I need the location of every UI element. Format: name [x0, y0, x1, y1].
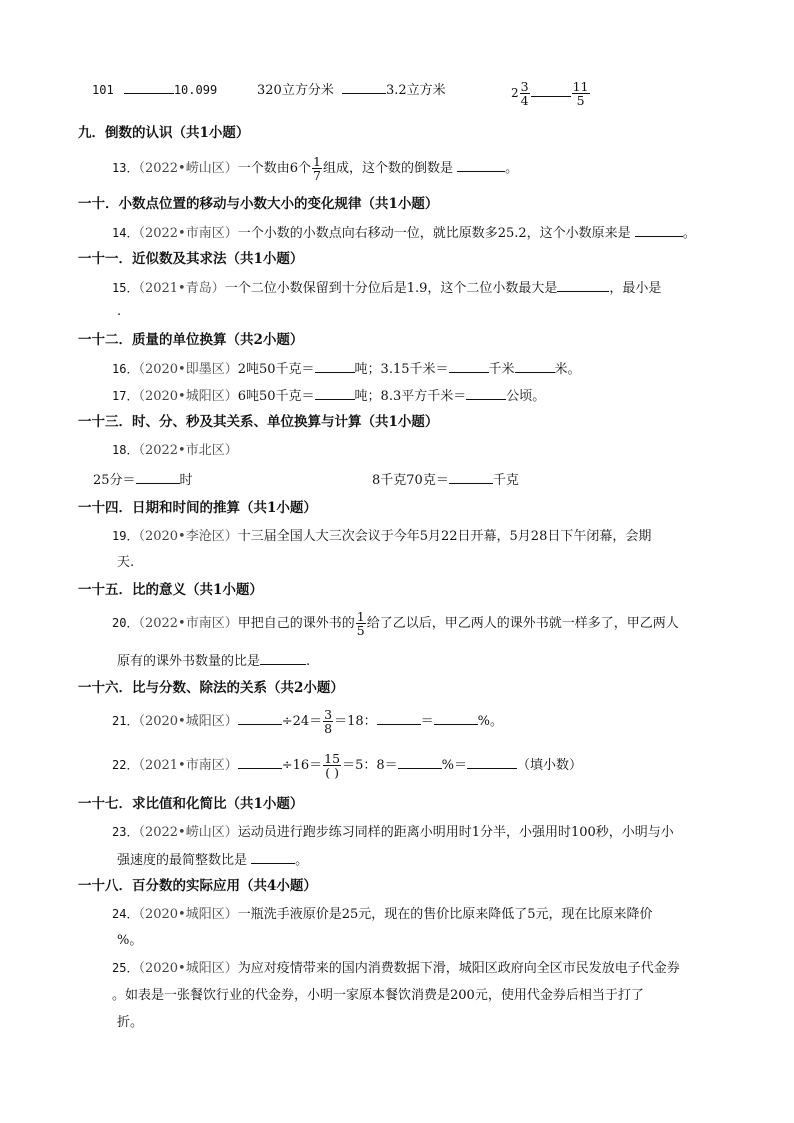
question-15-end: . — [117, 304, 122, 319]
compare-row — [92, 79, 217, 101]
answer-blank[interactable] — [342, 79, 386, 94]
fraction: $\frac{1}{5}$ — [356, 609, 365, 638]
answer-blank[interactable] — [557, 277, 609, 292]
question-24-end: %。 — [117, 933, 143, 948]
compare-b — [257, 79, 446, 101]
section-heading: 一十三．时、分、秒及其关系、单位换算与计算（共1小题） — [78, 414, 439, 430]
answer-blank[interactable] — [635, 222, 683, 237]
section-heading: 一十四．日期和时间的推算（共1小题） — [78, 500, 317, 516]
answer-blank[interactable] — [449, 469, 493, 484]
fraction: $\frac{15}{( )}$ — [324, 751, 341, 780]
question-15: 15．（2021•青岛）一个二位小数保留到十分位后是1.9，这个二位小数最大是 ，最小是 — [112, 277, 661, 299]
answer-blank[interactable] — [136, 469, 180, 484]
question-25-cont: 。如表是一张餐饮行业的代金券，小明一家原本餐饮消费是200元，使用代金券后相当于打了 — [112, 988, 644, 1003]
section-heading: 一十．小数点位置的移动与小数大小的变化规律（共1小题） — [78, 196, 439, 212]
question-17: 17．（2020•城阳区）6吨50千克＝ 吨；8.3平方千米＝ 公顷。 — [112, 385, 545, 407]
question-19: 19．（2020•李沧区）十三届全国人大三次会议于今年5月22日开幕，5月28日下午闭幕，会期 — [112, 529, 652, 544]
answer-blank[interactable] — [398, 754, 442, 769]
question-20: 20．（2022•市南区）甲把自己的课外书的 $\frac{1}{5}$ 给了乙以后，甲乙两人的课外书就一样多了，甲乙两人 — [112, 609, 679, 638]
compare-b-left: 320立方分米 — [257, 83, 334, 98]
question-20-cont: 原有的课外书数量的比是 . — [117, 650, 310, 672]
answer-blank[interactable] — [124, 79, 174, 94]
section-heading: 九．倒数的认识（共1小题） — [78, 125, 250, 141]
question-16: 16．（2020•即墨区）2吨50千克＝ 吨；3.15千米＝ 千米 米。 — [112, 358, 581, 380]
compare-a-right: 10.099 — [173, 83, 218, 97]
question-25-end: 折。 — [117, 1015, 144, 1030]
compare-c — [511, 76, 591, 111]
answer-blank[interactable] — [251, 849, 295, 864]
answer-blank[interactable] — [449, 358, 489, 373]
answer-blank[interactable] — [238, 754, 282, 769]
question-13: 13．（2022•崂山区）一个数由6个 $\frac{1}{7}$ 组成，这个数的倒数是 。 — [112, 154, 519, 183]
question-24: 24．（2020•城阳区）一瓶洗手液原价是25元，现在的售价比原来降低了5元，现在比原来降价 — [112, 907, 653, 922]
fraction: $\frac{3}{8}$ — [324, 707, 333, 736]
question-22: 22．（2021•市南区） ÷16＝ $\frac{15}{( )}$ ＝5：8＝ %＝ （填小数） — [112, 751, 582, 780]
question-14: 14．（2022•市南区）一个小数的小数点向右移动一位，就比原数多25.2，这个小数原来是 。 — [112, 222, 696, 244]
answer-blank[interactable] — [466, 385, 506, 400]
answer-blank[interactable] — [238, 710, 282, 725]
answer-blank[interactable] — [531, 82, 571, 97]
fraction: $\frac{3}{4}$ — [520, 78, 529, 108]
section-heading: 一十八．百分数的实际应用（共4小题） — [78, 878, 317, 894]
compare-a-left: 101 — [92, 83, 114, 97]
question-25: 25．（2020•城阳区）为应对疫情带来的国内消费数据下滑，城阳区政府向全区市民发放电子代金券 — [112, 961, 680, 976]
fraction: $\frac{1}{7}$ — [313, 154, 321, 183]
question-18: 18．（2022•市北区） — [112, 443, 238, 458]
answer-blank[interactable] — [434, 710, 478, 725]
answer-blank[interactable] — [515, 358, 555, 373]
section-heading: 一十五．比的意义（共1小题） — [78, 582, 263, 598]
fraction: $\frac{11}{5}$ — [572, 78, 589, 108]
answer-blank[interactable] — [377, 710, 421, 725]
mixed-whole: 2 — [511, 86, 519, 100]
section-heading: 一十七．求比值和化简比（共1小题） — [78, 796, 304, 812]
question-23-cont: 强速度的最简整数比是 。 — [117, 849, 308, 871]
question-21: 21．（2020•城阳区） ÷24＝ $\frac{3}{8}$ ＝18： ＝ %。 — [112, 707, 504, 736]
question-23: 23．（2022•崂山区）运动员进行跑步练习同样的距离小明用时1分半，小强用时100秒，小明与小 — [112, 825, 674, 840]
section-heading: 一十六．比与分数、除法的关系（共2小题） — [78, 680, 344, 696]
question-19-end: 天. — [117, 555, 135, 570]
answer-blank[interactable] — [260, 650, 306, 665]
compare-b-right: 3.2立方米 — [385, 83, 446, 98]
answer-blank[interactable] — [467, 754, 517, 769]
section-heading: 一十二．质量的单位换算（共2小题） — [78, 332, 304, 348]
question-18-a: 25分＝ 时 — [93, 469, 193, 491]
question-18-b: 8千克70克＝ 千克 — [372, 469, 519, 491]
answer-blank[interactable] — [315, 358, 355, 373]
answer-blank[interactable] — [457, 157, 505, 172]
answer-blank[interactable] — [315, 385, 355, 400]
section-heading: 一十一．近似数及其求法（共1小题） — [78, 251, 304, 267]
